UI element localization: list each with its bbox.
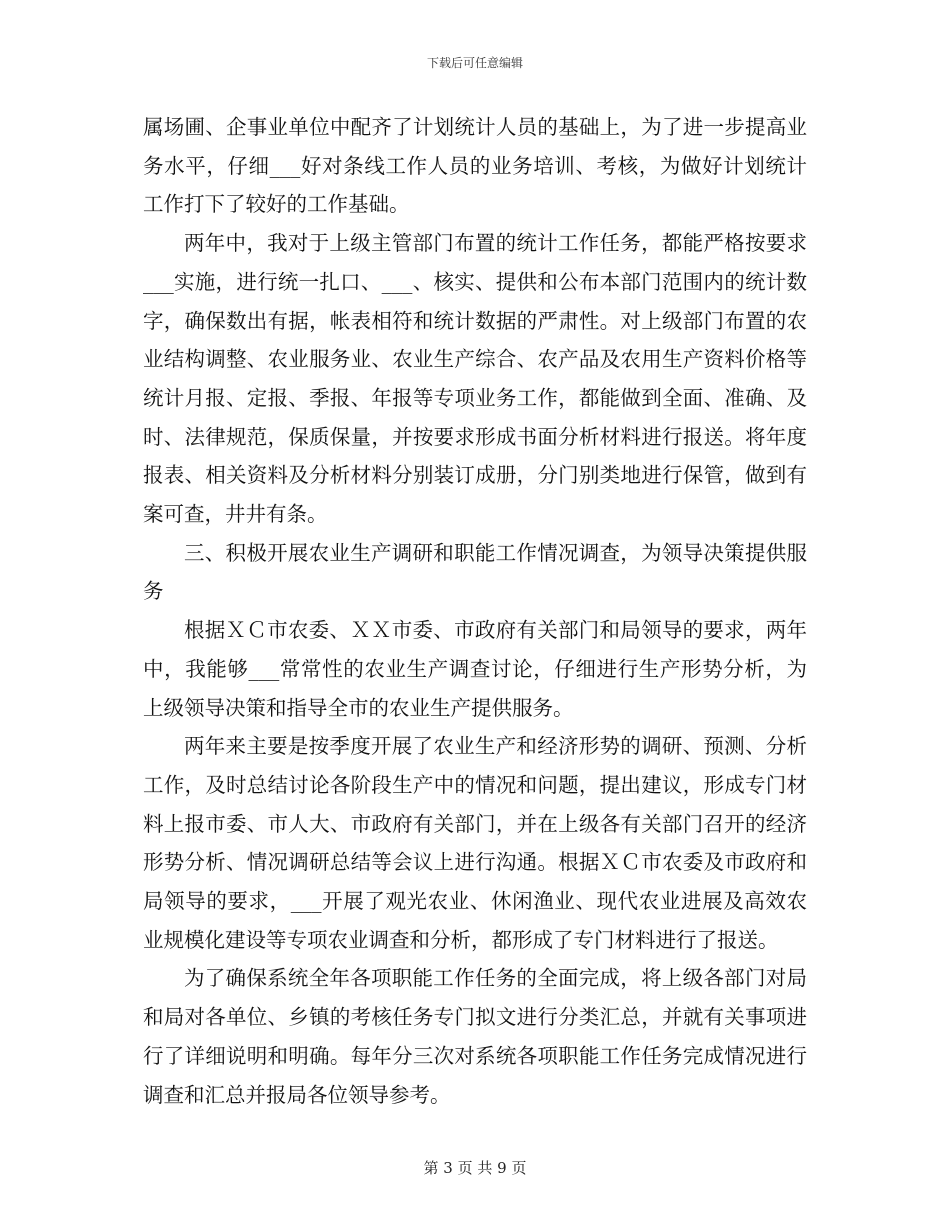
paragraph-6: 为了确保系统全年各项职能工作任务的全面完成，将上级各部门对局和局对各单位、乡镇的考核任务专门拟文进行分类汇总，并就有关事项进行了详细说明和明确。每年分三次对系统各项职能工作任务完成情况进行调查和汇总并报局各位领导参考。 bbox=[143, 966, 807, 1107]
page-number: 第 3 页 共 9 页 bbox=[423, 1159, 527, 1177]
page-header: 下载后可任意编辑 bbox=[426, 56, 523, 70]
section-heading-3: 三、积极开展农业生产调研和职能工作情况调查，为领导决策提供服务 bbox=[143, 540, 807, 604]
paragraph-5: 两年来主要是按季度开展了农业生产和经济形势的调研、预测、分析工作，及时总结讨论各阶段生产中的情况和问题，提出建议，形成专门材料上报市委、市人大、市政府有关部门，并在上级各有关部门召开的经济形势分析、情况调研总结等会议上进行沟通。根据ＸＣ市农委及市政府和局领导的要求，___开展了观光农业、休闲渔业、现代农业进展及高效农业规模化建设等专项农业调查和分析，都形成了专门材料进行了报送。 bbox=[143, 734, 807, 952]
document-body bbox=[143, 108, 807, 1114]
paragraph-4: 根据ＸＣ市农委、ＸＸ市委、市政府有关部门和局领导的要求，两年中，我能够___常常性的农业生产调查讨论，仔细进行生产形势分析，为上级领导决策和指导全市的农业生产提供服务。 bbox=[143, 618, 807, 720]
paragraph-2: 两年中，我对于上级主管部门布置的统计工作任务，都能严格按要求___实施，进行统一扎口、___、核实、提供和公布本部门范围内的统计数字，确保数出有据，帐表相符和统计数据的严肃性。对上级部门布置的农业结构调整、农业服务业、农业生产综合、农产品及农用生产资料价格等统计月报、定报、季报、年报等专项业务工作，都能做到全面、准确、及时、法律规范，保质保量，并按要求形成书面分析材料进行报送。将年度报表、相关资料及分析材料分别装订成册，分门别类地进行保管，做到有案可查，井井有条。 bbox=[143, 231, 807, 527]
paragraph-1: 属场圃、企事业单位中配齐了计划统计人员的基础上，为了进一步提高业务水平，仔细___好对条线工作人员的业务培训、考核，为做好计划统计工作打下了较好的工作基础。 bbox=[143, 115, 807, 217]
